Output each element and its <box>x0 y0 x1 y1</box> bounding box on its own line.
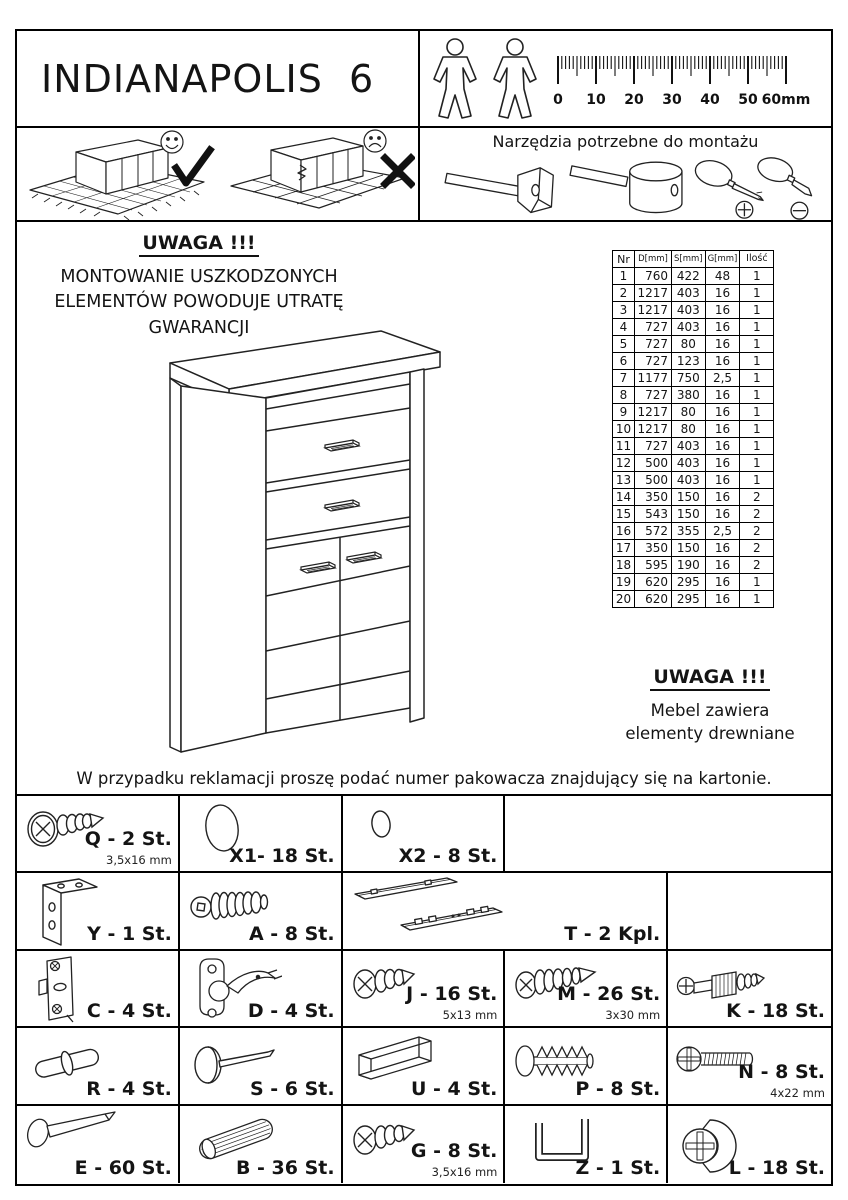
ruler-icon <box>550 50 818 108</box>
hw-label: C - 4 St. <box>86 1000 172 1023</box>
hw-label: Q - 2 St. <box>84 828 172 851</box>
table-cell: 1 <box>740 472 774 489</box>
hw-cell-c <box>17 951 180 1028</box>
table-row <box>613 455 774 472</box>
warning-wood <box>574 666 846 745</box>
table-cell: 295 <box>672 574 706 591</box>
table-cell: 500 <box>635 455 672 472</box>
table-cell: 403 <box>672 438 706 455</box>
placement-cell <box>17 128 420 220</box>
table-cell: 572 <box>635 523 672 540</box>
hanging-bracket-icon <box>29 953 91 1023</box>
drawer-slides-icon <box>349 873 509 937</box>
table-cell: 750 <box>672 370 706 387</box>
hw-label: Y - 1 St. <box>87 922 172 945</box>
table-row <box>613 523 774 540</box>
table-cell: 16 <box>613 523 635 540</box>
table-cell: 543 <box>635 506 672 523</box>
hw-cell-empty-2 <box>668 873 831 950</box>
hw-label: D - 4 St. <box>247 1000 335 1023</box>
hw-label: X1- 18 St. <box>229 845 335 868</box>
table-cell: 403 <box>672 455 706 472</box>
table-cell: 1217 <box>635 421 672 438</box>
table-cell: 1 <box>740 404 774 421</box>
table-row <box>613 268 774 285</box>
table-cell: 16 <box>705 353 740 370</box>
table-cell: 620 <box>635 574 672 591</box>
table-cell: 295 <box>672 591 706 608</box>
table-cell: 16 <box>705 472 740 489</box>
table-cell: 5 <box>613 336 635 353</box>
table-cell: 403 <box>672 472 706 489</box>
col-header-ilosc: Ilość <box>740 251 774 268</box>
table-row <box>613 591 774 608</box>
hw-cell-j <box>343 951 506 1028</box>
col-header-s: S[mm] <box>672 251 706 268</box>
tools-icons <box>426 151 826 220</box>
table-cell: 1 <box>740 387 774 404</box>
table-row <box>613 319 774 336</box>
table-cell: 1 <box>740 574 774 591</box>
table-cell: 16 <box>705 438 740 455</box>
table-cell: 190 <box>672 557 706 574</box>
table-cell: 16 <box>705 387 740 404</box>
hw-cell-m <box>505 951 668 1028</box>
hw-label: K - 18 St. <box>726 1000 825 1023</box>
hw-cell-y <box>17 873 180 950</box>
table-cell: 2 <box>740 489 774 506</box>
table-cell: 80 <box>672 336 706 353</box>
table-cell: 1 <box>740 370 774 387</box>
table-row <box>613 506 774 523</box>
warning-damage-title: UWAGA !!! <box>139 232 258 257</box>
table-cell: 18 <box>613 557 635 574</box>
table-cell: 1177 <box>635 370 672 387</box>
table-cell: 8 <box>613 387 635 404</box>
svg-text:10: 10 <box>586 91 606 108</box>
table-cell: 150 <box>672 540 706 557</box>
hw-cell-z <box>505 1106 668 1183</box>
screw-short-icon <box>349 1110 417 1166</box>
hw-label: X2 - 8 St. <box>398 845 498 868</box>
hw-cell-x1 <box>180 796 343 873</box>
header-row <box>17 31 831 128</box>
table-cell: 16 <box>705 404 740 421</box>
table-cell: 1 <box>740 268 774 285</box>
hw-cell-l <box>668 1106 831 1183</box>
warning-wood-title: UWAGA !!! <box>650 666 769 691</box>
table-cell: 14 <box>613 489 635 506</box>
table-cell: 2,5 <box>705 370 740 387</box>
flat-screwdriver-icon <box>755 154 811 219</box>
table-cell: 80 <box>672 421 706 438</box>
title-cell <box>17 31 420 126</box>
table-cell: 16 <box>705 319 740 336</box>
table-cell: 1 <box>740 438 774 455</box>
table-row <box>613 540 774 557</box>
table-cell: 500 <box>635 472 672 489</box>
hw-label: A - 8 St. <box>248 922 335 945</box>
table-cell: 16 <box>705 302 740 319</box>
table-cell: 350 <box>635 489 672 506</box>
table-cell: 10 <box>613 421 635 438</box>
hw-sublabel: 5x13 mm <box>442 1008 498 1023</box>
hw-label: U - 4 St. <box>411 1077 498 1100</box>
hw-label: L - 18 St. <box>728 1157 825 1179</box>
hw-label: E - 60 St. <box>74 1157 172 1179</box>
svg-text:30: 30 <box>662 91 682 108</box>
table-cell: 123 <box>672 353 706 370</box>
hw-cell-u <box>343 1028 506 1105</box>
two-persons-icon <box>430 36 542 122</box>
table-row <box>613 353 774 370</box>
table-cell: 620 <box>635 591 672 608</box>
table-cell: 595 <box>635 557 672 574</box>
table-cell: 6 <box>613 353 635 370</box>
table-cell: 16 <box>705 574 740 591</box>
table-cell: 16 <box>705 591 740 608</box>
table-row <box>613 472 774 489</box>
hw-cell-b <box>180 1106 343 1183</box>
table-cell: 403 <box>672 319 706 336</box>
document-frame <box>15 29 833 1186</box>
tools-title: Narzędzia potrzebne do montażu <box>492 132 759 151</box>
mallet-icon <box>570 162 682 212</box>
table-cell: 2 <box>613 285 635 302</box>
table-row <box>613 336 774 353</box>
hw-sublabel: 4x22 mm <box>770 1085 825 1100</box>
hw-cell-q <box>17 796 180 873</box>
table-row <box>613 404 774 421</box>
hw-cell-g <box>343 1106 506 1183</box>
table-cell: 150 <box>672 489 706 506</box>
tools-cell <box>420 128 831 220</box>
page-title: INDIANAPOLIS 6 <box>41 56 375 101</box>
hw-label: N - 8 St. <box>738 1060 825 1083</box>
table-cell: 2 <box>740 540 774 557</box>
table-cell: 727 <box>635 336 672 353</box>
phillips-screwdriver-icon <box>692 157 763 219</box>
table-row <box>613 285 774 302</box>
table-cell: 1 <box>740 302 774 319</box>
table-cell: 7 <box>613 370 635 387</box>
table-cell: 1 <box>740 421 774 438</box>
table-cell: 19 <box>613 574 635 591</box>
table-cell: 1 <box>740 285 774 302</box>
col-header-nr: Nr <box>613 251 635 268</box>
parts-table-body <box>613 268 774 608</box>
second-row <box>17 128 831 222</box>
table-row <box>613 438 774 455</box>
warning-wood-text: Mebel zawiera elementy drewniane <box>625 701 795 744</box>
table-cell: 4 <box>613 319 635 336</box>
table-cell: 1 <box>613 268 635 285</box>
table-row <box>613 387 774 404</box>
placement-wrong-icon <box>219 128 415 220</box>
table-cell: 1 <box>740 336 774 353</box>
cabinet-drawing <box>153 328 485 760</box>
table-cell: 760 <box>635 268 672 285</box>
table-cell: 1 <box>740 591 774 608</box>
table-cell: 3 <box>613 302 635 319</box>
table-cell: 403 <box>672 302 706 319</box>
hw-label: B - 36 St. <box>235 1157 335 1179</box>
info-cell <box>420 31 831 126</box>
table-cell: 16 <box>705 455 740 472</box>
table-cell: 2 <box>740 523 774 540</box>
table-cell: 355 <box>672 523 706 540</box>
table-cell: 80 <box>672 404 706 421</box>
warning-damage <box>29 232 369 341</box>
hw-label: R - 4 St. <box>86 1077 172 1100</box>
table-cell: 9 <box>613 404 635 421</box>
table-cell: 16 <box>705 285 740 302</box>
table-cell: 2 <box>740 506 774 523</box>
hw-label: T - 2 Kpl. <box>564 922 661 945</box>
table-cell: 150 <box>672 506 706 523</box>
table-cell: 16 <box>705 557 740 574</box>
svg-text:20: 20 <box>624 91 644 108</box>
table-cell: 1217 <box>635 302 672 319</box>
table-cell: 16 <box>705 336 740 353</box>
table-cell: 13 <box>613 472 635 489</box>
table-row <box>613 421 774 438</box>
warning-damage-text: MONTOWANIE USZKODZONYCH ELEMENTÓW POWODUJE UTRATĘ GWARANCJI <box>54 267 344 338</box>
table-cell: 17 <box>613 540 635 557</box>
table-cell: 422 <box>672 268 706 285</box>
hw-cell-p <box>505 1028 668 1105</box>
hw-cell-k <box>668 951 831 1028</box>
hw-cell-t <box>343 873 669 950</box>
table-cell: 727 <box>635 353 672 370</box>
col-header-g: G[mm] <box>705 251 740 268</box>
hw-label: M - 26 St. <box>557 983 661 1006</box>
table-cell: 20 <box>613 591 635 608</box>
table-cell: 403 <box>672 285 706 302</box>
table-cell: 15 <box>613 506 635 523</box>
table-cell: 16 <box>705 540 740 557</box>
hw-cell-s <box>180 1028 343 1105</box>
table-row <box>613 489 774 506</box>
claim-note: W przypadku reklamacji proszę podać numer pakowacza znajdujący się na kartonie. <box>17 762 831 796</box>
main-section <box>17 222 831 762</box>
placement-correct-icon <box>20 128 216 220</box>
table-cell: 727 <box>635 319 672 336</box>
hw-label: Z - 1 St. <box>575 1157 661 1179</box>
table-cell: 16 <box>705 506 740 523</box>
table-cell: 350 <box>635 540 672 557</box>
hw-sublabel: 3,5x16 mm <box>431 1165 498 1179</box>
table-cell: 11 <box>613 438 635 455</box>
svg-text:0: 0 <box>553 91 563 108</box>
table-cell: 727 <box>635 387 672 404</box>
table-cell: 48 <box>705 268 740 285</box>
svg-text:50: 50 <box>738 91 758 108</box>
parts-table <box>612 250 774 608</box>
hw-label: G - 8 St. <box>410 1140 498 1162</box>
table-cell: 16 <box>705 421 740 438</box>
table-row <box>613 574 774 591</box>
table-cell: 380 <box>672 387 706 404</box>
table-cell: 2,5 <box>705 523 740 540</box>
hw-label: P - 8 St. <box>575 1077 661 1100</box>
col-header-d: D[mm] <box>635 251 672 268</box>
hw-cell-a <box>180 873 343 950</box>
hw-sublabel: 3x30 mm <box>605 1008 661 1023</box>
hw-cell-e <box>17 1106 180 1183</box>
hw-cell-n <box>668 1028 831 1105</box>
table-cell: 1217 <box>635 285 672 302</box>
hardware-grid <box>17 796 831 1183</box>
hw-cell-r <box>17 1028 180 1105</box>
svg-text:40: 40 <box>700 91 720 108</box>
table-cell: 12 <box>613 455 635 472</box>
table-cell: 1 <box>740 353 774 370</box>
table-cell: 1 <box>740 455 774 472</box>
hammer-icon <box>445 168 553 213</box>
hw-sublabel: 3,5x16 mm <box>106 853 172 868</box>
hw-label: S - 6 St. <box>249 1077 335 1100</box>
table-cell: 727 <box>635 438 672 455</box>
table-cell: 2 <box>740 557 774 574</box>
hw-cell-x2 <box>343 796 506 873</box>
svg-text:60mm: 60mm <box>761 91 811 108</box>
table-row <box>613 302 774 319</box>
table-row <box>613 370 774 387</box>
table-header-row <box>613 251 774 268</box>
table-cell: 16 <box>705 489 740 506</box>
hw-cell-d <box>180 951 343 1028</box>
table-row <box>613 557 774 574</box>
hw-label: J - 16 St. <box>406 983 498 1006</box>
table-cell: 1 <box>740 319 774 336</box>
table-cell: 1217 <box>635 404 672 421</box>
hw-cell-empty-1 <box>505 796 831 873</box>
